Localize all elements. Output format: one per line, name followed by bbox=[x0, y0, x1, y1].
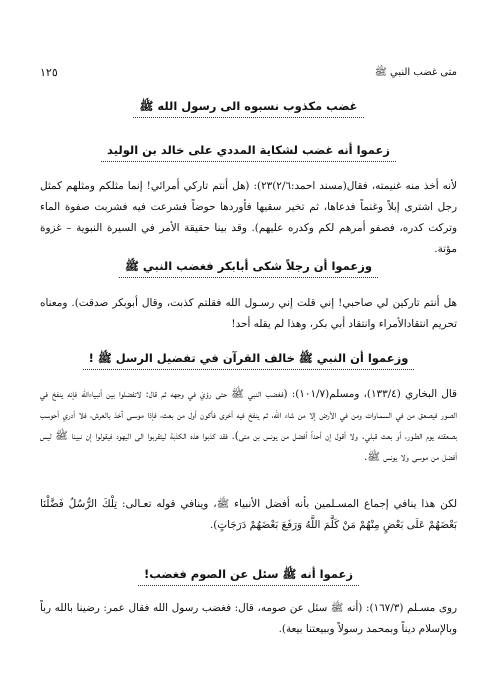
main-title bbox=[40, 98, 457, 118]
section-1-paragraph: لأنه أخذ منه غنيمته، فقال(مسند احمد:٢/٦)٢٣): (هل أنتم تاركي أمرائي! إنما مثلكم ومثلهم كمثل رجل اشترى إبلاً وغنماً فدعاها، ثم تخير سقيها فأوردها حوضاً فشرعت فيه فشربت صفوة الماء وتركت كدره، فصفو أمرهم لكم وكدره عليهم). وقد بينا حقيقة الأمر في السيرة النبوية – غزوة مؤتة. bbox=[40, 180, 457, 255]
section-3-paragraph-1: قال البخاري (١٣٣/٤)، ومسلم(١٠١/٧): (فغضب النبي ﷺ حتى رؤيَ في وجهه ثم قال: لاتفضلوا بين أنبياءالله فإنه ينفخ في الصور فيصعق من في السمـاوات ومن في الأرض إلا من شاء الله، ثم ينفخ فيه أخرى فأكون أول من بعث، فإذا موسـى آخذ بالعرش، فلا أدري أحوسب بصعقته يوم الطـور، أو بعث قبلي. ولا أقول إن أحداً أفضل من يونس بن متى). فقد كذبوا هذه الكذبة ليتقربوا الى اليهود فيقولوا إن نبينا ﷺ ليس أفضل من موسى ولا يونس ﷺ. bbox=[40, 388, 457, 463]
page-number: ١٢٥ bbox=[40, 66, 58, 79]
section-4-paragraph: روى مسـلم (١٦٧/٣): (أنه ﷺ سئل عن صومه، قال: فغضب رسول الله فقال عمر: رضينا بالله رباً وبالإسلام ديناً وبمحمد رسولاً وببيعتنا بيعة). bbox=[40, 602, 457, 635]
section-heading-1 bbox=[40, 142, 457, 162]
section-2-paragraph: هل أنتم تاركين لي صاحبي! إني قلت إني رسـول الله فقلتم كذبت، وقال أبوبكر صدقت). ومعناه تحريم انتقادالأمراء وانتقاد أبي بكر، وهذا لم يقله أحد! bbox=[40, 297, 457, 330]
section-heading-2-text: وزعموا أن رجلاً شكى أبابكر فغضب النبي ﷺ bbox=[119, 258, 378, 278]
section-heading-4-text: زعموا أنه ﷺ سئل عن الصوم فغضب! bbox=[138, 566, 359, 586]
section-heading-4 bbox=[40, 566, 457, 586]
section-heading-2 bbox=[40, 258, 457, 278]
section-heading-3 bbox=[40, 350, 457, 370]
running-title: متى غضب النبي ﷺ bbox=[374, 67, 457, 78]
section-heading-3-text: وزعموا أن النبي ﷺ خالف القرآن في تفضيل الرسل ﷺ ! bbox=[83, 350, 415, 370]
section-heading-1-text: زعموا أنه غضب لشكاية المددي على خالد بن الوليد bbox=[101, 142, 396, 162]
main-title-text: غضب مكذوب نسبوه الى رسول الله ﷺ bbox=[133, 98, 363, 118]
section-3-paragraph-2: لكن هذا ينافي إجماع المسـلمين بأنه أفضل الأنبياء ﷺ، وينافي قوله تعـالى: تِلْكَ الرُّسُلُ فَضَّلْنَا بَعْضَهُمْ عَلَى بَعْضٍ مِنْهُمْ مَنْ كَلَّمَ اللَّهُ وَرَفَعَ بَعْضَهُمْ دَرَجَاتٍ). bbox=[40, 498, 457, 531]
page-header bbox=[40, 66, 457, 84]
